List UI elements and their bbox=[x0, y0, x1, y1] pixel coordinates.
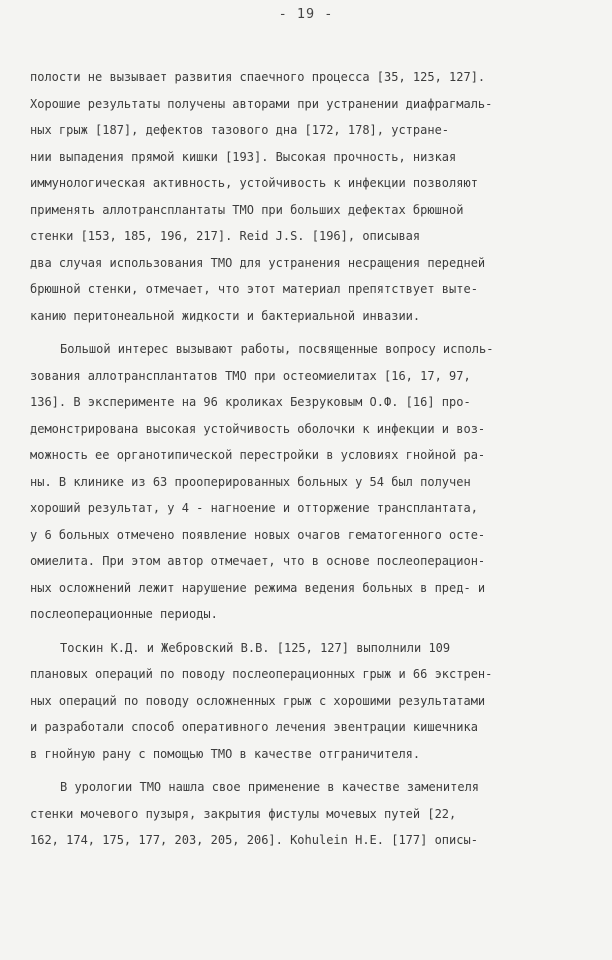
text-line: демонстрирована высокая устойчивость оболочки к инфекции и воз- bbox=[30, 421, 486, 436]
text-line: Большой интерес вызывают работы, посвященные вопросу исполь- bbox=[60, 342, 494, 356]
text-line: брюшной стенки, отмечает, что этот материал препятствует выте- bbox=[30, 282, 478, 296]
text-line: 162, 174, 175, 177, 203, 205, 206]. Kohulein H.E. [177] описы- bbox=[30, 833, 478, 847]
text-line: послеоперационные периоды. bbox=[30, 607, 218, 621]
paragraph bbox=[30, 774, 596, 854]
text-line: Тоскин К.Д. и Жебровский В.В. [125, 127] выполнили 109 bbox=[60, 640, 451, 655]
page-number: - 19 - bbox=[278, 6, 334, 22]
text-line: Хорошие результаты получены авторами при устранении диафрагмаль- bbox=[30, 96, 493, 111]
text-line: применять аллотрансплантаты ТМО при больших дефектах брюшной bbox=[30, 202, 464, 217]
text-line: полости не вызывает развития спаечного процесса [35, 125, 127]. bbox=[30, 70, 486, 84]
text-line: в гнойную рану с помощью ТМО в качестве отграничителя. bbox=[30, 746, 421, 761]
paragraph bbox=[30, 635, 596, 768]
text-line: ных операций по поводу осложненных грыж с хорошими результатами bbox=[30, 693, 486, 708]
paragraph-gap bbox=[30, 767, 596, 774]
text-line: омиелита. При этом автор отмечает, что в основе послеоперацион- bbox=[30, 554, 486, 568]
text-line: зования аллотрансплантатов ТМО при остеомиелитах [16, 17, 97, bbox=[30, 368, 471, 383]
text-line: ны. В клинике из 63 прооперированных больных у 54 был получен bbox=[30, 474, 471, 489]
text-line: стенки мочевого пузыря, закрытия фистулы мочевых путей [22, bbox=[30, 806, 457, 821]
text-line: ных осложнений лежит нарушение режима ведения больных в пред- и bbox=[30, 580, 486, 595]
text-line: стенки [153, 185, 196, 217]. Reid J.S. [196], описывая bbox=[30, 229, 421, 243]
body-text bbox=[30, 64, 596, 854]
text-line: хороший результат, у 4 - нагноение и отторжение трансплантата, bbox=[30, 501, 478, 515]
text-line: 136]. В эксперименте на 96 кроликах Безруковым О.Ф. [16] про- bbox=[30, 395, 471, 409]
text-line: В урологии ТМО нашла свое применение в качестве заменителя bbox=[60, 780, 480, 794]
paragraph-gap bbox=[30, 329, 596, 336]
text-line: ных грыж [187], дефектов тазового дна [172, 178], устране- bbox=[30, 123, 450, 137]
text-line: и разработали способ оперативного лечения эвентрации кишечника bbox=[30, 720, 478, 734]
paragraph bbox=[30, 64, 596, 329]
text-line: можность ее органотипической перестройки в условиях гнойной ра- bbox=[30, 448, 486, 462]
text-line: канию перитонеальной жидкости и бактериальной инвазии. bbox=[30, 308, 421, 323]
paragraph bbox=[30, 336, 596, 628]
text-line: иммунологическая активность, устойчивость к инфекции позволяют bbox=[30, 176, 478, 190]
text-line: плановых операций по поводу послеоперационных грыж и 66 экстрен- bbox=[30, 667, 493, 681]
text-line: два случая использования ТМО для устранения несращения передней bbox=[30, 255, 486, 270]
text-line: у 6 больных отмечено появление новых очагов гематогенного осте- bbox=[30, 527, 486, 542]
text-line: нии выпадения прямой кишки [193]. Высокая прочность, низкая bbox=[30, 149, 457, 164]
paragraph-gap bbox=[30, 628, 596, 635]
